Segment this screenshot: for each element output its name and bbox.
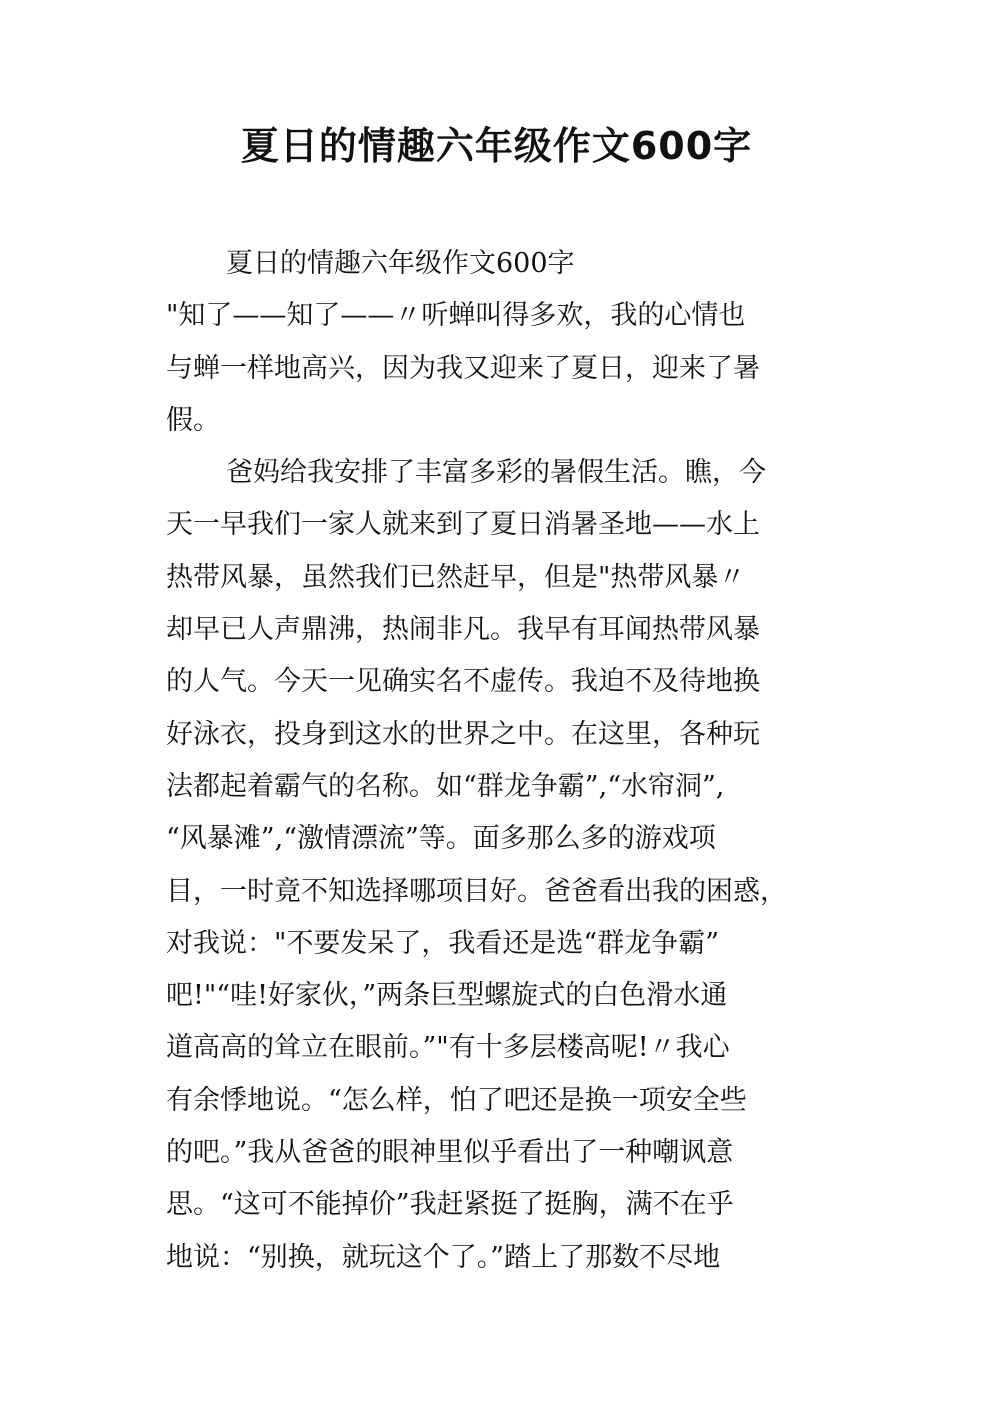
body-line: 假。 xyxy=(166,404,220,436)
body-line: 地说：“别换，就玩这个了。”踏上了那数不尽地 xyxy=(166,1241,721,1273)
body-line: 爸妈给我安排了丰富多彩的暑假生活。瞧，今 xyxy=(226,457,766,489)
body-line: 目，一时竟不知选择哪项目好。爸爸看出我的困惑， xyxy=(166,875,787,907)
body-line: 的人气。今天一见确实名不虚传。我迫不及待地换 xyxy=(166,666,760,698)
body-line: 的吧。”我从爸爸的眼神里似乎看出了一种嘲讽意 xyxy=(166,1137,734,1169)
body-line: 思。“这可不能掉价”我赶紧挺了挺胸，满不在乎 xyxy=(166,1189,734,1221)
body-line: 对我说："不要发呆了，我看还是选“群龙争霸” xyxy=(166,927,720,959)
body-line: 天一早我们一家人就来到了夏日消暑圣地——水上 xyxy=(166,509,760,541)
document-body xyxy=(166,238,846,1284)
body-line: 却早已人声鼎沸，热闹非凡。我早有耳闻热带风暴 xyxy=(166,614,760,646)
body-line: 热带风暴，虽然我们已然赶早，但是"热带风暴〃 xyxy=(166,561,746,593)
body-line: 与蝉一样地高兴，因为我又迎来了夏日，迎来了暑 xyxy=(166,352,760,384)
document-title: 夏日的情趣六年级作文600字 xyxy=(240,124,753,168)
body-line: 好泳衣，投身到这水的世界之中。在这里，各种玩 xyxy=(166,718,760,750)
body-line: "知了——知了——〃听蝉叫得多欢，我的心情也 xyxy=(166,300,746,332)
body-line: 吧!"“哇!好家伙，”两条巨型螺旋式的白色滑水通 xyxy=(166,980,728,1012)
body-line: 有余悸地说。“怎么样，怕了吧还是换一项安全些 xyxy=(166,1084,747,1116)
body-line: 夏日的情趣六年级作文600字 xyxy=(226,248,575,279)
body-line: 法都起着霸气的名称。如“群龙争霸”,“水帘洞”, xyxy=(166,770,725,802)
body-line: “风暴滩”,“激情漂流”等。面多那么多的游戏项 xyxy=(166,823,716,855)
body-line: 道高高的耸立在眼前。”"有十多层楼高呢!〃我心 xyxy=(166,1032,730,1064)
